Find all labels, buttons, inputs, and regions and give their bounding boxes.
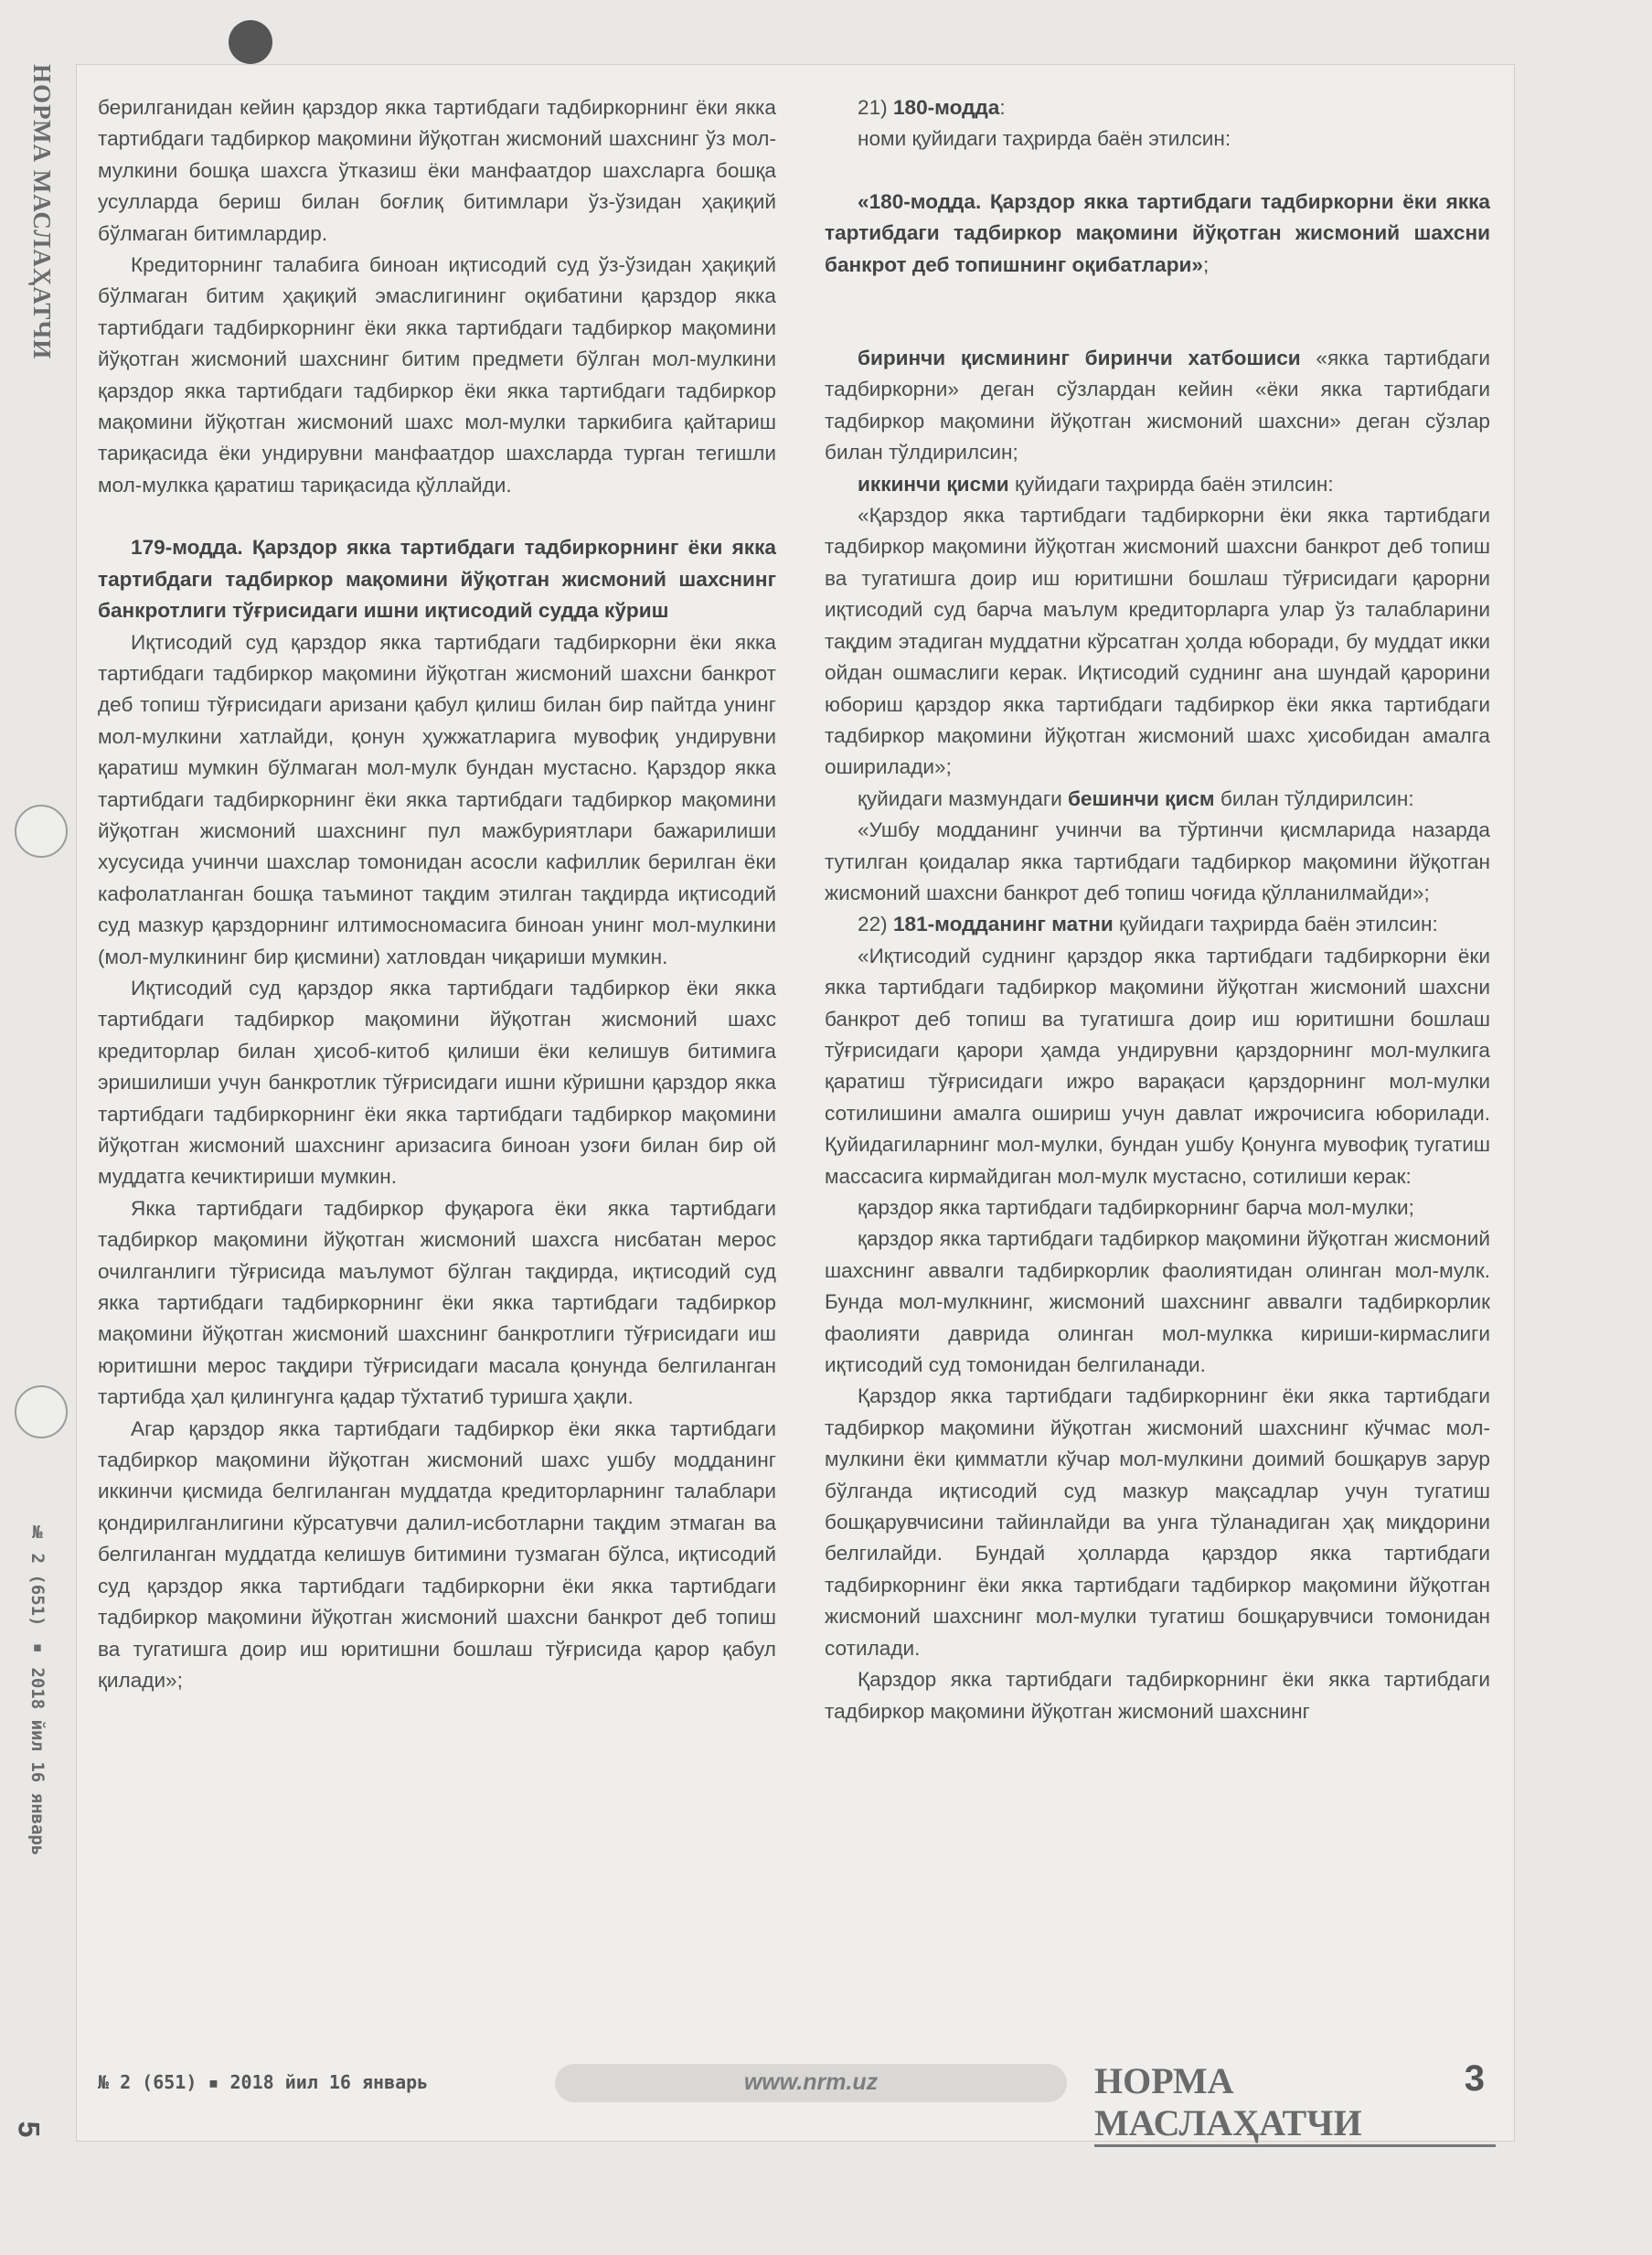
text-run: қуйидаги мазмундаги — [858, 786, 1068, 810]
paragraph: Якка тартибдаги тадбиркор фуқарога ёки якка тартибдаги тадбиркор мақомини йўқотган жисмоний шахсга нисбатан мерос очилганлиги тўғрисида маълумот бўлган тақдирда, иқтисодий суд якка тартибдаги тадбиркорнинг ёки якка тартибдаги тадбиркор мақомини йўқотган жисмоний шахснинг банкротлиги тўғрисидаги иш юритишни мерос тақдири тўғрисидаги масала қонунда белгиланган тартибда ҳал қилингунга қадар тўхтатиб туришга ҳақли. — [98, 1196, 776, 1409]
paragraph-gap — [825, 281, 1490, 312]
bold-text: «180-модда. Қарздор якка тартибдаги тадбиркорни ёки якка тартибдаги тадбиркор мақомини йўқотган жисмоний шахсни банкрот деб топишнинг оқибатлари» — [825, 189, 1490, 276]
document-page — [76, 64, 1515, 2142]
paragraph-gap — [825, 312, 1490, 343]
bold-text: бешинчи қисм — [1067, 786, 1215, 810]
paragraph — [825, 1224, 1490, 1381]
text-run: «Иқтисодий суднинг қарздор якка тартибдаги тадбиркорни ёки якка тартибдаги тадбиркор мақомини йўқотган жисмоний шахсни банкрот деб топиш ва тугатишга доир иш юритишни бошлаш тўғрисидаги қарори ҳамда ундирувни қарздорнинг мол-мулкига қаратиш тўғрисидаги ижро варақаси қарздорнинг мол-мулки сотилишини амалга ошириш учун давлат ижрочисига юборилади. Қуйидагиларнинг мол-мулки, бундан ушбу Қонунга мувофиқ тугатиш массасига кирмайдиган мол-мулк мустасно, сотилиши керак: — [825, 944, 1490, 1188]
text-run: ; — [1202, 252, 1210, 276]
footer-url: www.nrm.uz — [743, 2069, 879, 2095]
paragraph: Иқтисодий суд қарздор якка тартибдаги тадбиркор ёки якка тартибдаги тадбиркор мақомини йўқотган жисмоний шахс кредиторлар билан ҳисоб-китоб қилиши ёки келишув битимига эришилиши учун банкротлик тўғрисидаги ишни кўришни қарздор якка тартибдаги тадбиркорнинг ёки якка тартибдаги тадбиркор мақомини йўқотган жисмоний шахснинг аризасига биноан узоғи билан бир ой муддатга кечиктириши мумкин. — [98, 976, 776, 1189]
text-run: 22) — [858, 913, 893, 936]
bold-text: биринчи қисмининг биринчи хатбошиси — [858, 347, 1301, 370]
text-run: «Қарздор якка тартибдаги тадбиркорни ёки якка тартибдаги тадбиркор мақомини йўқотган жисмоний шахсни банкрот деб топиш ва тугатишга доир иш юритишни бошлаш тўғрисидаги қарорни иқтисодий суд барча маълум кредиторларга улар ўз талабларини тақдим этадиган муддатни кўрсатган ҳолда юборади, бу муддат икки ойдан ошмаслиги керак. Иқтисодий суднинг ана шундай қарорини юбориш қарздор якка тартибдаги тадбиркор ёки якка тартибдаги тадбиркор мақомини йўқотган жисмоний шахс ҳисобидан амалга оширилади»; — [825, 504, 1490, 779]
paragraph: Агар қарздор якка тартибдаги тадбиркор ёки якка тартибдаги тадбиркор мақомини йўқотган жисмоний шахс ушбу модданинг иккинчи қисмида белгиланган муддатда кредиторларнинг талаблари қондирилганлигини кўрсатувчи далил-исботларни тақдим этмаган ва белгиланган муддатда келишув битимини тузмаган бўлса, иқтисодий суд қарздор якка тартибдаги тадбиркорни ёки якка тартибдаги тадбиркор мақомини йўқотган жисмоний шахсни банкрот деб топиш ва тугатишга доир иш юритишни бошлаш тўғрисида қарор қабул қилади»; — [98, 1416, 776, 1692]
text-run: Қарздор якка тартибдаги тадбиркорнинг ёки якка тартибдаги тадбиркор мақомини йўқотган жисмоний шахснинг — [825, 1668, 1490, 1723]
punch-hole — [229, 20, 272, 64]
paragraph — [825, 1381, 1490, 1664]
binder-title: НОРМА МАСЛАҲАТЧИ — [28, 64, 56, 360]
paragraph — [825, 1664, 1490, 1727]
text-run: : — [999, 96, 1006, 119]
text-run: номи қуйидаги таҳрирда баён этилсин: — [858, 127, 1231, 151]
text-run: қарздор якка тартибдаги тадбиркорнинг барча мол-мулки; — [858, 1196, 1414, 1219]
bold-text: иккинчи қисми — [858, 472, 1009, 496]
footer-url-pill — [555, 2064, 1067, 2102]
footer-brand: НОРМА МАСЛАҲАТЧИ — [1094, 2060, 1496, 2147]
paragraph — [825, 815, 1490, 909]
paragraph: берилганидан кейин қарздор якка тартибдаги тадбиркорнинг ёки якка тартибдаги тадбиркор мақомини йўқотган жисмоний шахснинг ўз мол-мулкини бошқа шахсга ўтказиш ёки манфаатдор шахсларга бошқа усулларда бериш билан боғлиқ битимлари ўз-ўзидан ҳақиқий бўлмаган битимлардир. — [98, 96, 776, 245]
article-heading: 179-модда. Қарздор якка тартибдаги тадбиркорнинг ёки якка тартибдаги тадбиркор мақомини йўқотган жисмоний шахснинг банкротлиги тўғрисидаги ишни иқтисодий судда кўриш — [98, 536, 776, 623]
binder-issue: № 2 (651) ▪ 2018 йил 16 январь — [27, 1523, 48, 1856]
footer-issue: № 2 (651) ▪ 2018 йил 16 январь — [98, 2071, 429, 2093]
left-column — [98, 92, 776, 1696]
paragraph — [825, 469, 1490, 500]
paragraph: Иқтисодий суд қарздор якка тартибдаги тадбиркорни ёки якка тартибдаги тадбиркор мақомини йўқотган жисмоний шахсни банкрот деб топиш тўғрисидаги аризани қабул қилиш билан бир пайтда унинг мол-мулкини хатлайди, қонун ҳужжатларига мувофиқ ундирувни қаратиш мумкин бўлмаган мол-мулк бундан мустасно. Қарздор якка тартибдаги тадбиркорнинг ёки якка тартибдаги тадбиркор мақомини йўқотган жисмоний шахснинг пул мажбуриятлари бажарилиши хусусида учинчи шахслар томонидан асосли кафиллик берилган ёки кафолатланган бошқа таъминот тақдим этилган тақдирда иқтисодий суд мазкур қарздорнинг илтимосномасига биноан унинг мол-мулкини (мол-мулкининг бир қисмини) хатловдан чиқариши мумкин. — [98, 630, 776, 968]
paragraph — [825, 92, 1490, 123]
bold-text: 180-модда — [892, 96, 1000, 119]
binder-page-number: 5 — [12, 2121, 46, 2138]
paragraph — [825, 123, 1490, 155]
paragraph — [825, 941, 1490, 1192]
text-run: қуйидаги таҳрирда баён этилсин: — [1113, 913, 1438, 936]
paragraph — [825, 500, 1490, 784]
text-run: билан тўлдирилсин: — [1214, 786, 1414, 810]
text-run: қуйидаги таҳрирда баён этилсин: — [1008, 472, 1334, 496]
text-run: «якка тартибдаги тадбиркорни» деган сўзлардан кейин «ёки якка тартибдаги тадбиркор мақомини йўқотган жисмоний шахсни» деган сўзлар билан тўлдирилсин; — [825, 347, 1490, 465]
text-run: қарздор якка тартибдаги тадбиркор мақомини йўқотган жисмоний шахснинг аввалги тадбиркорлик фаолиятидан олинган мол-мулк. Бунда мол-мулкнинг, жисмоний шахснинг аввалги тадбиркорлик фаолияти даврида олинган мол-мулкка кириши-кирмаслиги иқтисодий суд томонидан белгиланади. — [825, 1227, 1490, 1377]
text-run: «Ушбу модданинг учинчи ва тўртинчи қисмларида назарда тутилган қоидалар якка тартибдаги тадбиркор мақомини йўқотган жисмоний шахсни банкрот деб топиш чоғида қўлланилмайди»; — [825, 818, 1490, 904]
paragraph: Кредиторнинг талабига биноан иқтисодий суд ўз-ўзидан ҳақиқий бўлмаган битим ҳақиқий эмаслигининг оқибатини қарздор якка тартибдаги тадбиркорнинг ёки якка тартибдаги тадбиркор мақомини йўқотган жисмоний шахснинг битим предмети бўлган мол-мулкини қарздор якка тартибдаги тадбиркор ёки якка тартибдаги тадбиркор мақомини йўқотган жисмоний шахс мол-мулки таркибига қайтариш тариқасида ёки ундирувни манфаатдор шахсларда турган тегишли мол-мулкка қаратиш тариқасида қўллайди. — [98, 253, 776, 497]
text-run: 21) — [858, 96, 893, 119]
page-footer — [98, 2058, 1496, 2143]
text-run: Қарздор якка тартибдаги тадбиркорнинг ёки якка тартибдаги тадбиркор мақомини йўқотган жисмоний шахснинг кўчмас мол-мулкини ёки қимматли кўчар мол-мулкини доимий бошқарув зарур бўлганда иқтисодий суд мазкур мақсадлар учун тугатиш бошқарувчисини тайинлайди ва унга тўланадиган ҳақ миқдорини белгилайди. Бундай ҳолларда қарздор якка тартибдаги тадбиркорнинг ёки якка тартибдаги тадбиркор мақомини йўқотган жисмоний шахснинг мол-мулки тугатиш бошқарувчиси томонидан сотилади. — [825, 1384, 1490, 1660]
bold-text: 181-модданинг матни — [892, 913, 1114, 936]
paragraph — [825, 909, 1490, 940]
footer-page-number: 3 — [1464, 2058, 1485, 2099]
paragraph-gap — [825, 155, 1490, 187]
binder-ring — [15, 805, 68, 858]
paragraph — [825, 343, 1490, 469]
paragraph — [825, 1192, 1490, 1224]
paragraph-gap — [98, 501, 776, 532]
binder-ring — [15, 1385, 68, 1438]
right-column — [825, 92, 1490, 1727]
paragraph — [825, 187, 1490, 281]
paragraph — [825, 784, 1490, 815]
